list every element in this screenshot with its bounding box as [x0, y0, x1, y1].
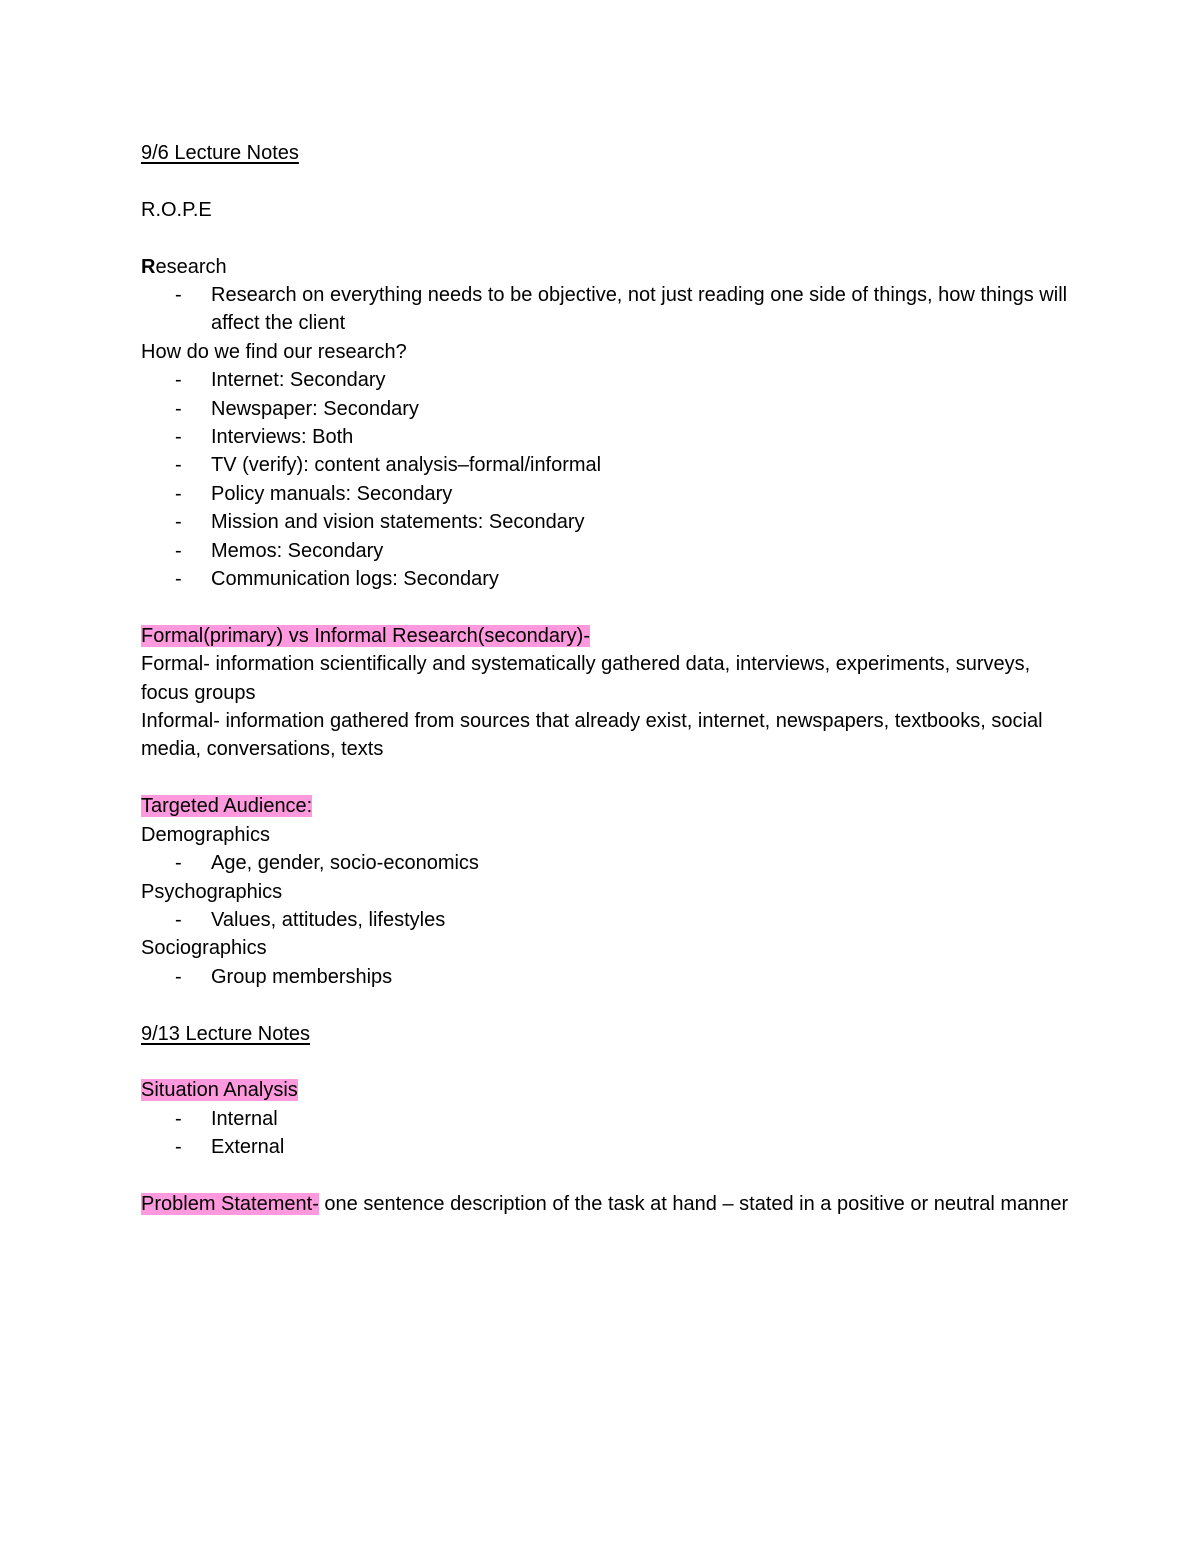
dash-bullet: -	[175, 369, 182, 392]
audience-heading-line	[141, 792, 1071, 820]
list-item-text: Communication logs: Secondary	[211, 568, 499, 591]
list-item	[141, 480, 1071, 508]
list-item-text: Internet: Secondary	[211, 369, 386, 392]
situation-heading: Situation Analysis	[141, 1079, 298, 1102]
informal-definition: Informal- information gathered from sources that already exist, internet, newspapers, textbooks, social media, conversations, texts	[141, 710, 1049, 761]
list-item-text: External	[211, 1136, 285, 1159]
list-item	[141, 508, 1071, 536]
list-item	[141, 366, 1071, 394]
dash-bullet: -	[175, 454, 182, 477]
formal-informal-heading: Formal(primary) vs Informal Research(secondary)-	[141, 624, 590, 647]
list-item	[141, 565, 1071, 593]
dash-bullet: -	[175, 482, 182, 505]
list-item	[141, 451, 1071, 479]
situation-list	[141, 1105, 1071, 1162]
list-item	[141, 537, 1071, 565]
audience-label: Sociographics	[141, 937, 267, 960]
sources-list	[141, 366, 1071, 593]
research-rest: esearch	[155, 255, 227, 278]
list-item	[141, 1133, 1071, 1161]
list-item	[141, 963, 1071, 991]
research-bullets	[141, 281, 1071, 338]
list-item-text: Research on everything needs to be objective, not just reading one side of things, how things will affect the client	[211, 284, 1068, 335]
dash-bullet: -	[175, 1136, 182, 1159]
research-first-letter: R	[141, 255, 156, 278]
formal-definition: Formal- information scientifically and systematically gathered data, interviews, experiments, surveys, focus groups	[141, 653, 1036, 704]
list-item-text: Values, attitudes, lifestyles	[211, 908, 446, 931]
list-item	[141, 1105, 1071, 1133]
list-item-text: Newspaper: Secondary	[211, 397, 419, 420]
list-item-text: Interviews: Both	[211, 426, 354, 449]
list-item	[141, 423, 1071, 451]
list-item	[141, 849, 1071, 877]
list-item-text: TV (verify): content analysis–formal/informal	[211, 454, 602, 477]
formal-informal-heading-line	[141, 622, 1071, 650]
dash-bullet: -	[175, 1107, 182, 1130]
research-question: How do we find our research?	[141, 340, 407, 363]
dash-bullet: -	[175, 284, 182, 306]
problem-statement-text: one sentence description of the task at hand – stated in a positive or neutral manner	[318, 1192, 1069, 1215]
list-item-text: Age, gender, socio-economics	[211, 852, 479, 875]
audience-label: Psychographics	[141, 880, 283, 903]
dash-bullet: -	[175, 965, 182, 988]
situation-heading-line	[141, 1076, 1071, 1104]
dash-bullet: -	[175, 852, 182, 875]
document-page	[141, 139, 1071, 1218]
dash-bullet: -	[175, 426, 182, 449]
audience-label: Demographics	[141, 823, 270, 846]
dash-bullet: -	[175, 908, 182, 931]
list-item-text: Internal	[211, 1107, 278, 1130]
audience-heading: Targeted Audience:	[141, 795, 313, 818]
audience-list	[141, 849, 1071, 877]
list-item-text: Group memberships	[211, 965, 393, 988]
audience-list	[141, 906, 1071, 934]
list-item-text: Memos: Secondary	[211, 539, 384, 562]
audience-list	[141, 963, 1071, 991]
problem-statement-label: Problem Statement-	[141, 1192, 319, 1215]
dash-bullet: -	[175, 568, 182, 591]
research-heading	[141, 253, 1071, 281]
list-item	[141, 281, 1071, 338]
dash-bullet: -	[175, 511, 182, 534]
lecture-heading-9-6: 9/6 Lecture Notes	[141, 142, 299, 164]
dash-bullet: -	[175, 539, 182, 562]
list-item	[141, 395, 1071, 423]
dash-bullet: -	[175, 397, 182, 420]
lecture-heading-9-13: 9/13 Lecture Notes	[141, 1022, 310, 1045]
list-item-text: Policy manuals: Secondary	[211, 482, 453, 505]
list-item-text: Mission and vision statements: Secondary	[211, 511, 585, 534]
problem-statement	[141, 1190, 1071, 1218]
list-item	[141, 906, 1071, 934]
rope-acronym: R.O.P.E	[141, 198, 212, 221]
